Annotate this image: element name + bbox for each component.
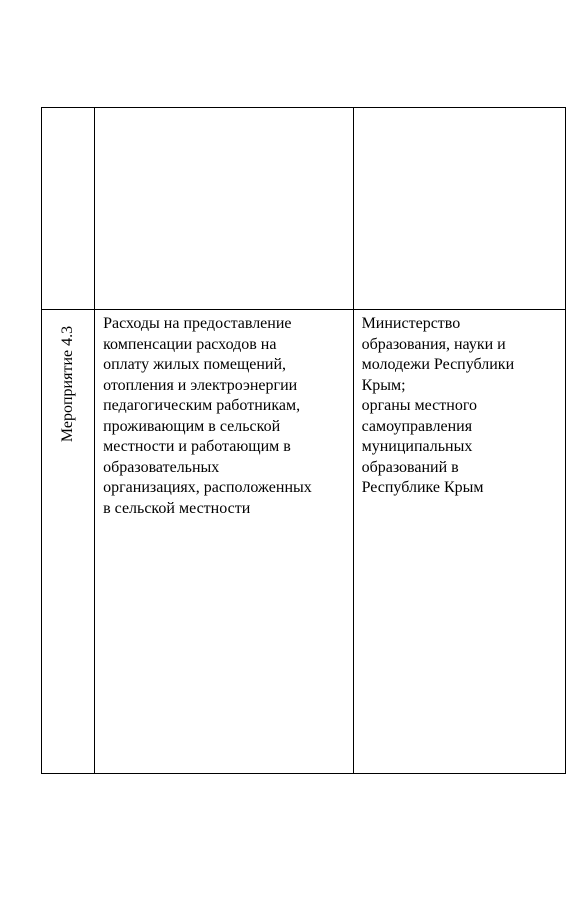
table-cell-empty [42, 108, 95, 310]
measure-number-label: Мероприятие 4.3 [59, 326, 76, 443]
table-cell-empty [95, 108, 353, 310]
document-table [41, 107, 566, 774]
table-row [42, 310, 566, 774]
measure-number-cell [42, 310, 95, 774]
measure-description-text: Расходы на предоставление компенсации расходов на оплату жилых помещений, отопления и электроэнергии педагогическим работникам, проживающим в сельской местности и работающим в образовательных организациях, расположенных в сельской местности [103, 315, 312, 517]
measure-description-cell [95, 310, 353, 774]
responsible-executor-cell [353, 310, 565, 774]
table-row [42, 108, 566, 310]
responsible-executor-text: Министерство образования, науки и молодежи Республики Крым; органы местного самоуправления муниципальных образований в Республике Крым [361, 315, 515, 497]
table-cell-empty [353, 108, 565, 310]
